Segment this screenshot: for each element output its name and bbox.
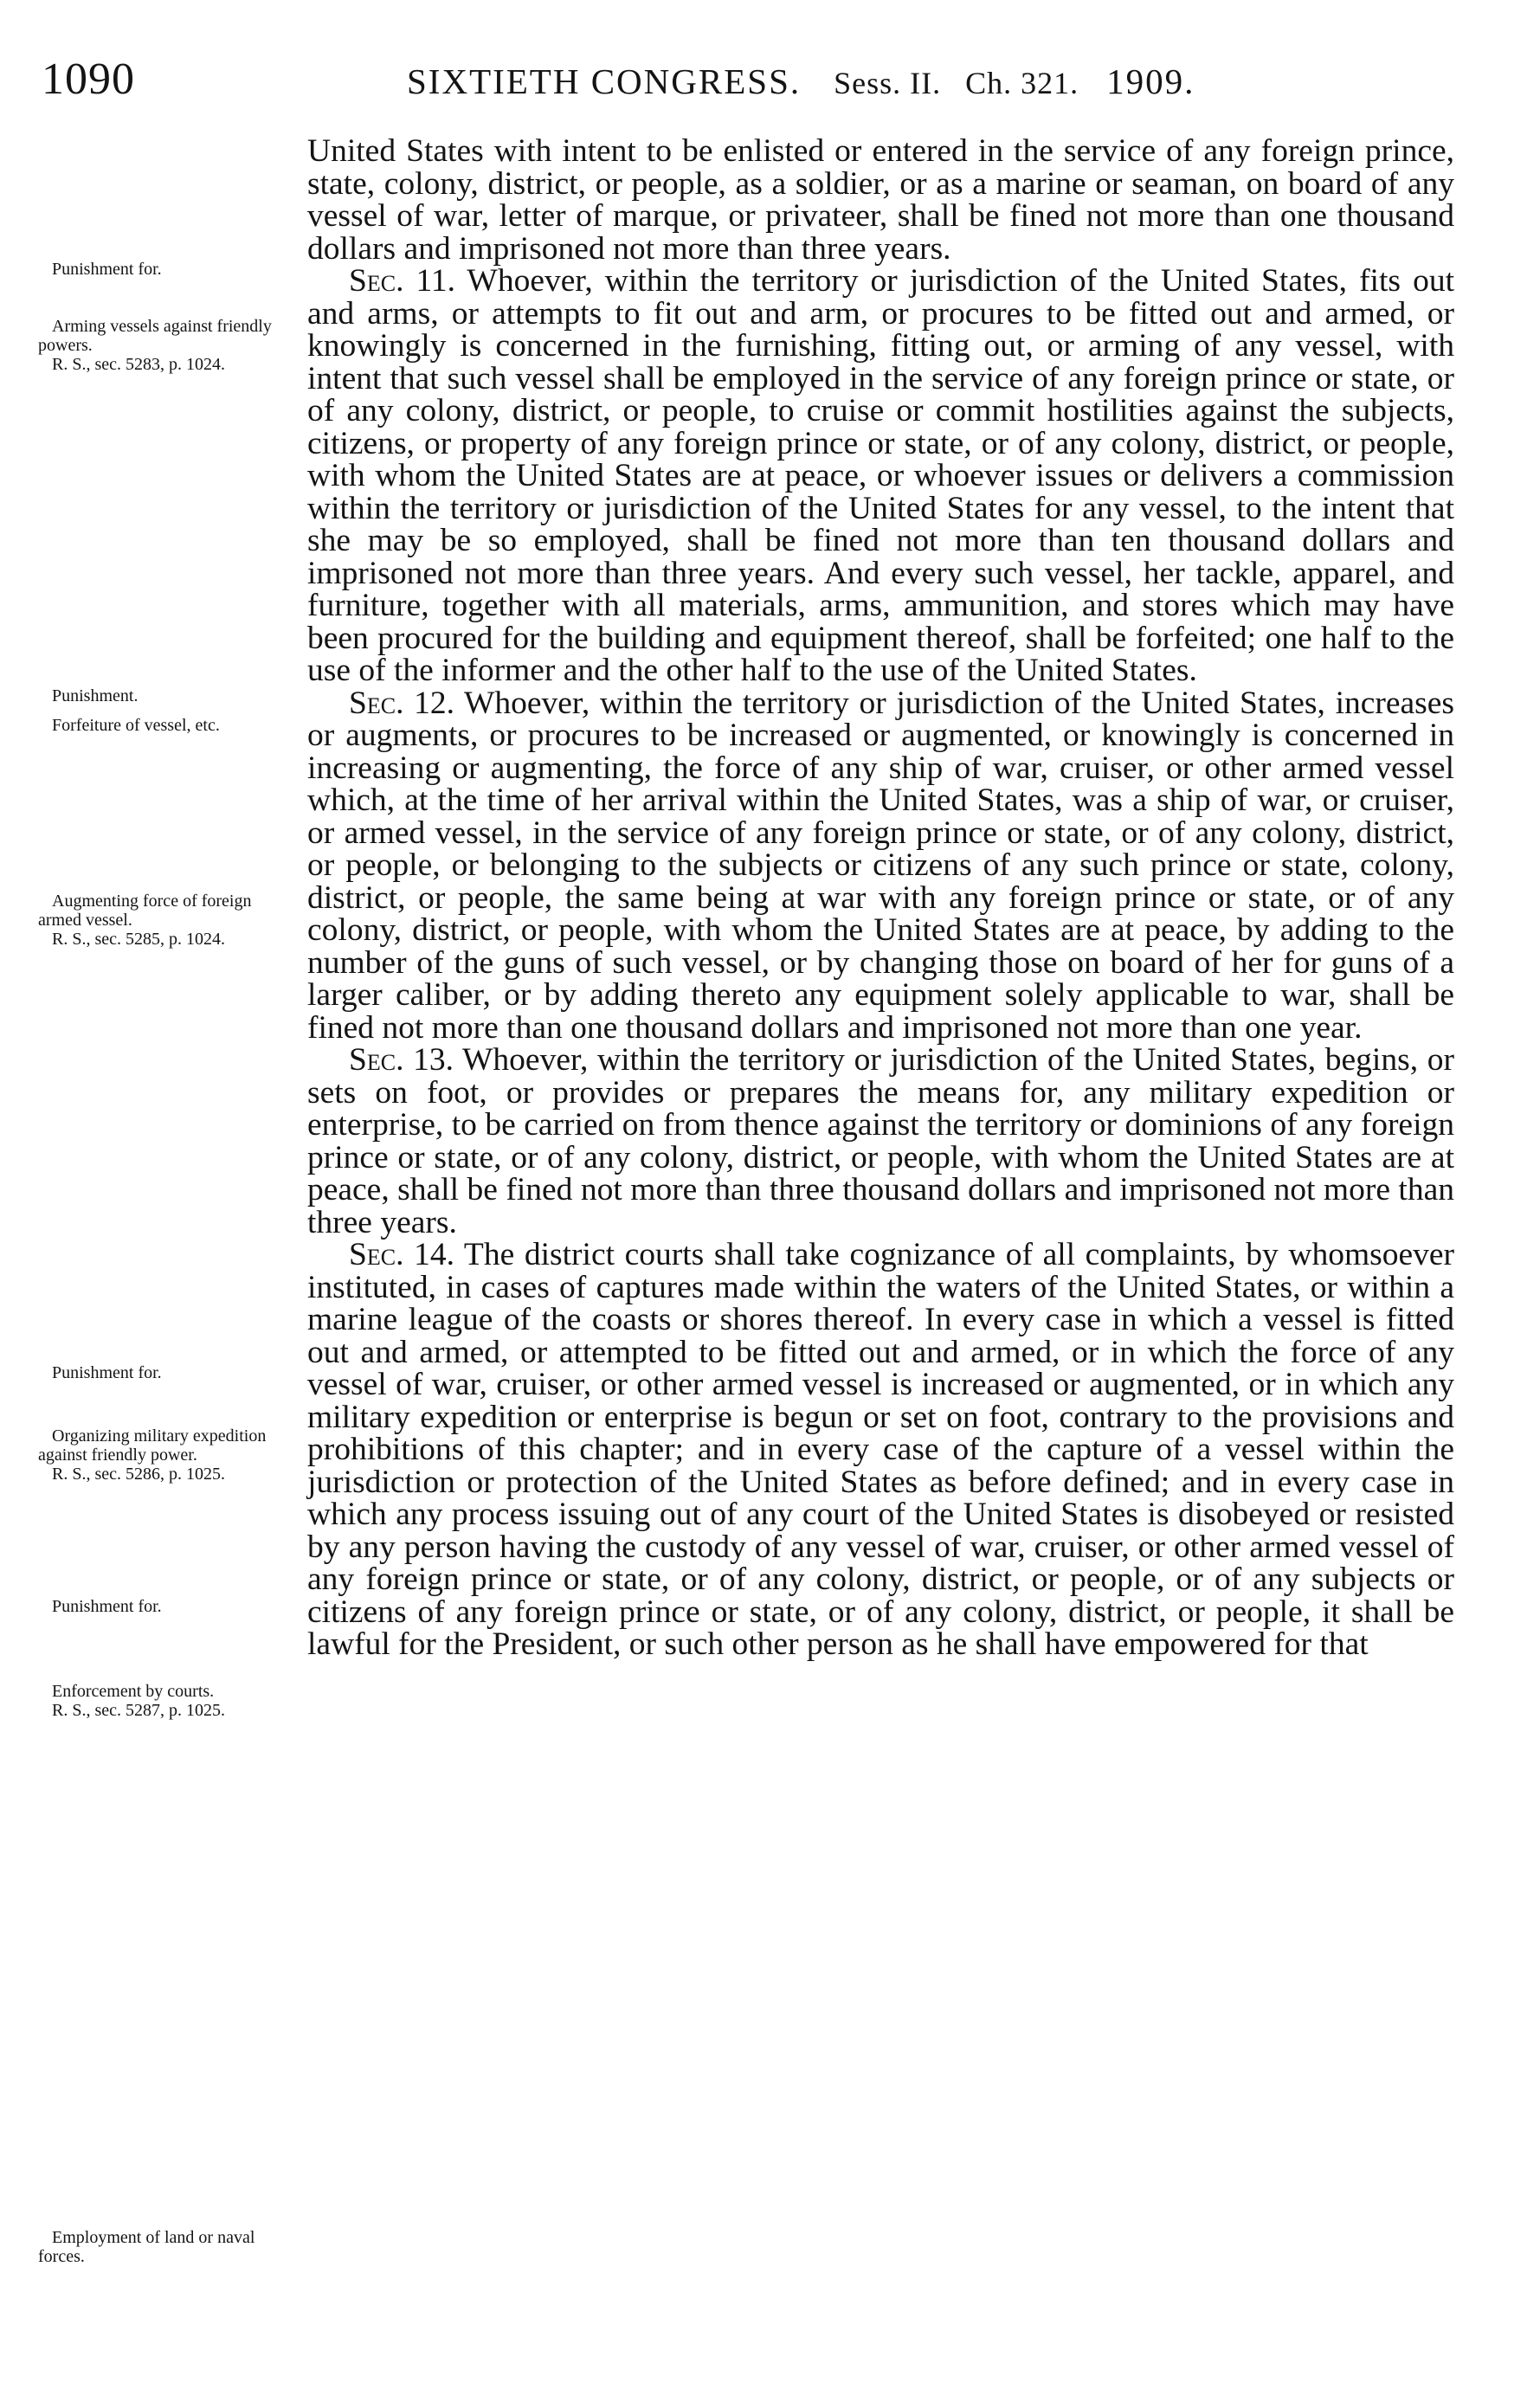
running-head bbox=[407, 61, 1195, 102]
section-label: Sec. 13. bbox=[349, 1042, 454, 1078]
section-label: Sec. 11. bbox=[349, 263, 456, 299]
sidenote-head: Enforcement by courts. bbox=[52, 1682, 215, 1701]
paragraph-text: United States with intent to be enlisted or entered in the service of any foreign prince, state, colony, district, or people, as a soldier, or as a marine or seaman, on board of any vessel of war, letter of marque, or privateer, shall be fined not more than one thousand dollars and imprisoned not more than three years. bbox=[307, 133, 1454, 267]
running-header bbox=[0, 54, 1540, 114]
congress-title: SIXTIETH CONGRESS. bbox=[407, 61, 802, 101]
sidenote-head: Augmenting force of foreign armed vessel. bbox=[38, 892, 252, 930]
sidenote bbox=[38, 1363, 289, 1382]
sidenote-head: Employment of land or naval forces. bbox=[38, 2228, 255, 2266]
section-14 bbox=[307, 1239, 1454, 1661]
paragraph bbox=[307, 135, 1454, 265]
sidenote-ref: R. S., sec. 5287, p. 1025. bbox=[52, 1701, 225, 1720]
sidenote bbox=[38, 716, 289, 735]
sidenote-head: Punishment for. bbox=[52, 1363, 162, 1382]
sidenote bbox=[38, 1426, 289, 1484]
sidenote-ref: R. S., sec. 5283, p. 1024. bbox=[52, 355, 225, 374]
year-label: 1909. bbox=[1106, 61, 1195, 101]
sidenote bbox=[38, 1597, 289, 1616]
sidenote-head: Punishment. bbox=[52, 686, 139, 705]
paragraph-text: The district courts shall take cognizance of all complaints, by whomsoever instituted, in cases of captures made within the waters of the United States, or within a marine league of the coasts or shores thereof. In every case in which a vessel is fitted out and armed, or attempted to be fitted out and armed, or in which the force of any vessel of war, cruiser, or other armed vessel is increased or augmented, or in which any military expedition or enterprise is begun or set on foot, contrary to the provisions and prohibitions of this chapter; and in every case of the capture of a vessel within the jurisdiction or protection of the United States as before defined; and in every case in which any process issuing out of any court of the United States is disobeyed or resisted by any person having the custody of any vessel of war, cruiser, or other armed vessel of any foreign prince or state, or of any colony, district, or people, or of any subjects or citizens of any foreign prince or state, or of any colony, district, or people, it shall be lawful for the President, or such other person as he shall have empowered for that bbox=[307, 1237, 1454, 1662]
paragraph-text: Whoever, within the territory or jurisdiction of the United States, fits out and arms, or attempts to fit out and arm, or procures to be fitted out and armed, or knowingly is concerned in the furnishing, fitting out, or arming of any vessel, with intent that such vessel shall be employed in the service of any foreign prince or state, or of any colony, district, or people, to cruise or commit hostilities against the subjects, citizens, or property of any foreign prince or state, or of any colony, district, or people, with whom the United States are at peace, or whoever issues or delivers a commission within the territory or jurisdiction of the United States for any vessel, to the intent that she may be so employed, shall be fined not more than ten thousand dollars and imprisoned not more than three years. And every such vessel, her tackle, apparel, and furniture, together with all materials, arms, ammunition, and stores which may have been procured for the building and equipment thereof, shall be forfeited; one half to the use of the informer and the other half to the use of the United States. bbox=[307, 263, 1454, 688]
sidenote-head: Forfeiture of vessel, etc. bbox=[52, 716, 220, 735]
section-12 bbox=[307, 687, 1454, 1045]
sidenote bbox=[38, 2228, 289, 2266]
section-label: Sec. 14. bbox=[349, 1237, 454, 1272]
paragraph-text: Whoever, within the territory or jurisdiction of the United States, begins, or sets on foot, or provides or prepares the means for, any military expedition or enterprise, to be carried on from thence against the territory or dominions of any foreign prince or state, or of any colony, district, or people, with whom the United States are at peace, shall be fined not more than three thousand dollars and imprisoned not more than three years. bbox=[307, 1042, 1454, 1240]
section-13 bbox=[307, 1044, 1454, 1239]
sidenote-head: Organizing military expedition against friendly power. bbox=[38, 1426, 267, 1465]
sidenote-head: Punishment for. bbox=[52, 1597, 162, 1616]
chapter-label: Ch. 321. bbox=[965, 66, 1079, 100]
sidenote bbox=[38, 1682, 289, 1720]
sidenote bbox=[38, 892, 289, 949]
sidenote-ref: R. S., sec. 5286, p. 1025. bbox=[52, 1465, 225, 1484]
paragraph-text: Whoever, within the territory or jurisdiction of the United States, increases or augments, or procures to be increased or augmented, or knowingly is concerned in increasing or augmenting, the force of any ship of war, cruiser, or other armed vessel which, at the time of her arrival within the United States, was a ship of war, or cruiser, or armed vessel, in the service of any foreign prince or state, or of any colony, district, or people, or belonging to the subjects or citizens of any such prince or state, colony, district, or people, the same being at war with any foreign prince or state, or of any colony, district, or people, with whom the United States are at peace, by adding to the number of the guns of such vessel, or by changing those on board of her for guns of a larger caliber, or by adding thereto any equipment solely applicable to war, shall be fined not more than one thousand dollars and imprisoned not more than one year. bbox=[307, 685, 1454, 1046]
sidenote-head: Arming vessels against friendly powers. bbox=[38, 317, 272, 355]
sidenote bbox=[38, 260, 289, 279]
statute-text bbox=[307, 135, 1454, 1661]
session-label: Sess. II. bbox=[834, 66, 942, 100]
section-label: Sec. 12. bbox=[349, 685, 454, 721]
section-11 bbox=[307, 265, 1454, 687]
page-number: 1090 bbox=[42, 55, 135, 104]
sidenote bbox=[38, 686, 289, 705]
sidenote-head: Punishment for. bbox=[52, 260, 162, 279]
sidenote bbox=[38, 317, 289, 374]
sidenote-ref: R. S., sec. 5285, p. 1024. bbox=[52, 930, 225, 949]
